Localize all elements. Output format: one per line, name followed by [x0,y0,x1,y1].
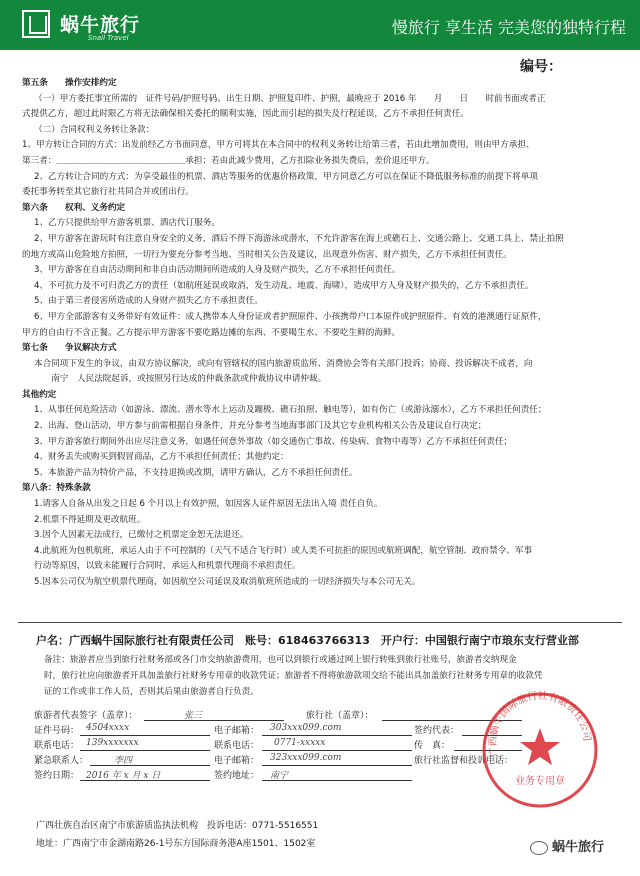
contract-line: 南宁 人民法院起诉，或按照另行达成的仲裁条款或仲裁协议申请仲裁。 [34,374,327,385]
tel-value: 0771-xxxxx [274,738,326,748]
supervision-info: 广西壮族自治区南宁市旅游质监执法机构 投诉电话：0771-5516551 [36,821,319,831]
wechat-name: 蜗牛旅行 [552,840,605,855]
contract-line: 1、甲方转让合同的方式：出发前经乙方书面同意，甲方可将其在本合同中的权利义务转让给第三者，若由此增加费用，则由甲方承担、 [22,140,535,151]
sig-row-4 [34,753,524,768]
section-heading: 第六条 权利、义务约定 [22,202,126,213]
contract-line: 第三者：＿＿＿＿＿＿＿＿＿＿＿＿＿＿＿承担；若由此减少费用，乙方扣除业务损失费后，差价退还甲方。 [22,155,435,166]
contract-line: 6、甲方全部游客有义务带好有效证件：成人携带本人身份证或者护照原件、小孩携带户口本原件或护照原件、有效的港澳通行证原件， [34,311,547,322]
section-heading: 第八条：特殊条款 [22,483,91,494]
note-line: 备注：旅游者应当到旅行社财务部或各门市交纳旅游费用，也可以到银行或通过网上银行转账到旅行社账号，旅游者交纳现金 [44,655,517,665]
contract-line: 1、从事任何危险活动（如游泳、漂流、潜水等水上运动及蹦极、礁石拍照、触电等），如有伤亡（或游泳溺水），乙方不承担任何责任； [34,405,547,416]
note-line: 证的工作或非工作人员，否则其后果由旅游者自行负责。 [44,687,259,697]
contract-line: 的地方或高山危险地方拍照，一切行为要充分参考当地、当时相关公告及建议，出现意外伤害、财产损失，乙方不承担任何责任。 [22,249,512,260]
email2-value: 323xxx099.com [270,753,342,763]
contract-line: 3、甲方游客在自由活动期间和非自由活动期间所造成的人身及财产损失，乙方不承担任何责任。 [34,265,401,276]
section-heading: 其他约定 [22,389,57,400]
rep-signature: 张三 [184,711,203,721]
agent-label: 签约代表： [414,726,460,736]
wechat-icon [530,841,548,855]
sig-row-3 [34,738,524,753]
sig-row-1 [34,708,524,723]
contract-line: 式提供乙方，超过此时限乙方将无法确保相关委托的顺利实施，因此而引起的损失及行程延误，乙方不承担任何责任。 [22,109,469,120]
emergency-value: 李四 [114,756,133,766]
svg-text:业务专用章: 业务专用章 [515,776,565,787]
hotline-label: 旅行社监督和投诉电话： [414,756,514,766]
tel-label: 联系电话： [214,741,260,751]
wechat-watermark [530,836,604,855]
contract-line: 4、不可抗力及不可归责乙方的责任（如航班延误或取消，发生动乱、地震、海啸），造成甲方人身及财产损失的，乙方不承担责任。 [34,280,534,291]
sig-row-5 [34,768,524,783]
contract-line: （二）合同权利义务转让条款： [34,124,155,135]
sig-row-2 [34,723,524,738]
section-heading: 第七条 争议解决方式 [22,343,117,354]
brand-name: 蜗牛旅行 [60,14,141,36]
svg-text:广西蜗牛国际旅行社有限责任公司: 广西蜗牛国际旅行社有限责任公司 [487,690,593,758]
agency-label: 旅行社（盖章）： [306,711,374,721]
brand-logo-icon [22,10,50,38]
company-seal-stamp-icon [478,688,602,812]
contract-line: 4.此航班为包机航班，承运人由于不可控制的（天气不适合飞行时）或人类不可抗拒的原因或航班调配，航空管制、政府禁令、军事 [34,545,533,556]
divider [18,622,622,623]
contract-line: 本合同项下发生的争议，由双方协议解决，或向有管辖权的国内旅游质监所、消费协会等有关部门投诉；协商、投诉解决不成者，向 [34,358,533,369]
place-label: 签约地址： [214,771,260,781]
contract-line: 4、财务丢失或购买到假冒商品，乙方不承担任何责任；其他约定： [34,452,289,463]
signature-block [34,708,524,783]
header-banner [0,0,640,50]
contract-body [22,76,622,591]
contract-line: （一）甲方委托事宜所需的 证件号码/护照号码、出生日期、护照复印件、护照，最晚应于 2016 年 月 日 时前书面或者正 [34,93,546,104]
email2-label: 电子邮箱： [214,756,260,766]
id-value: 4504xxxx [86,723,130,733]
brand-subtitle: Snail Travel [88,34,129,42]
phone-label: 联系电话： [34,741,80,751]
date-label: 签约日期： [34,771,80,781]
emergency-label: 紧急联系人： [34,756,89,766]
phone-value: 139xxxxxxx [86,738,139,748]
fax-label: 传 真： [414,741,451,751]
slogan: 慢旅行 享生活 完美您的独特行程 [391,18,626,37]
address-info: 地址：广西南宁市金湖南路26-1号东方国际商务港A座1501、1502室 [36,839,316,849]
rep-label: 旅游者代表签字（盖章）： [34,711,138,721]
email-value: 303xxx099.com [270,723,342,733]
bank-account-info: 户名：广西蜗牛国际旅行社有限责任公司 账号：618463766313 开户行：中国银行南宁市琅东支行营业部 [36,634,579,647]
contract-line: 5、本旅游产品为特价产品，不支持退换或改期，请甲方确认，乙方不承担任何责任。 [34,467,358,478]
section-heading: 第五条 操作安排约定 [22,78,117,88]
contract-line: 3.因个人因素无法成行，已缴付之机票定金恕无法退还。 [34,530,249,541]
document-number-label: 编号： [520,59,562,75]
contract-line: 2、甲方游客在游玩时有注意自身安全的义务，酒后不得下海游泳或潜水，不允许游客在海上或礁石上、交通公路上、交通工具上、禁止拍照 [34,233,564,244]
contract-line: 5、由于第三者侵害所造成的人身财产损失乙方不承担责任。 [34,296,263,307]
id-label: 证件号码： [34,726,80,736]
contract-line: 行动等原因，以致未能履行合同时，承运人和机票代理商不承担责任。 [34,561,301,572]
note-line: 时，旅行社应向旅游者开具加盖旅行社财务专用章的收款凭证；旅游者不得将旅游款项交给不能出具加盖旅行社财务专用章的收款凭 [44,671,543,681]
contract-line: 甲方的自由行不含正餐。乙方提示甲方游客不要吃路边摊的东西、不要喝生水、不要吃生鲜的海鲜。 [22,327,401,338]
place-value: 南宁 [270,771,289,781]
contract-line: 3、甲方游客旅行期间外出应尽注意义务，如遇任何意外事故（如交通伤亡事故、传染病、食物中毒等）乙方不承担任何责任； [34,436,513,447]
contract-line: 委托事务转至其它旅行社共同合并或团出行。 [22,187,194,198]
date-value: 2016 年 x 月 x 日 [86,771,161,781]
email-label: 电子邮箱： [214,726,260,736]
contract-line: 2、出海、登山活动，甲方参与前需根据自身条件，并充分参考当地海事部门及其它专业机构相关公告及建议自行决定； [34,421,487,432]
contract-line: 1、乙方只提供给甲方游客机票、酒店代订服务。 [34,218,220,229]
contract-line: 5.因本公司仅为航空机票代理商，如因航空公司延误及取消航班所造成的一切经济损失与本公司无关。 [34,577,421,587]
contract-line: 2.机票不得延期及更改航班。 [34,514,146,525]
contract-line: 1.请客人自备从出发之日起 6 个月以上有效护照，如因客人证件原因无法出入境 责任自负。 [34,499,383,510]
contract-line: 2、乙方转让合同的方式：为享受最佳的机票、酒店等服务的优惠价格政策，甲方同意乙方可以在保证不降低服务标准的前提下将单项 [34,171,538,182]
